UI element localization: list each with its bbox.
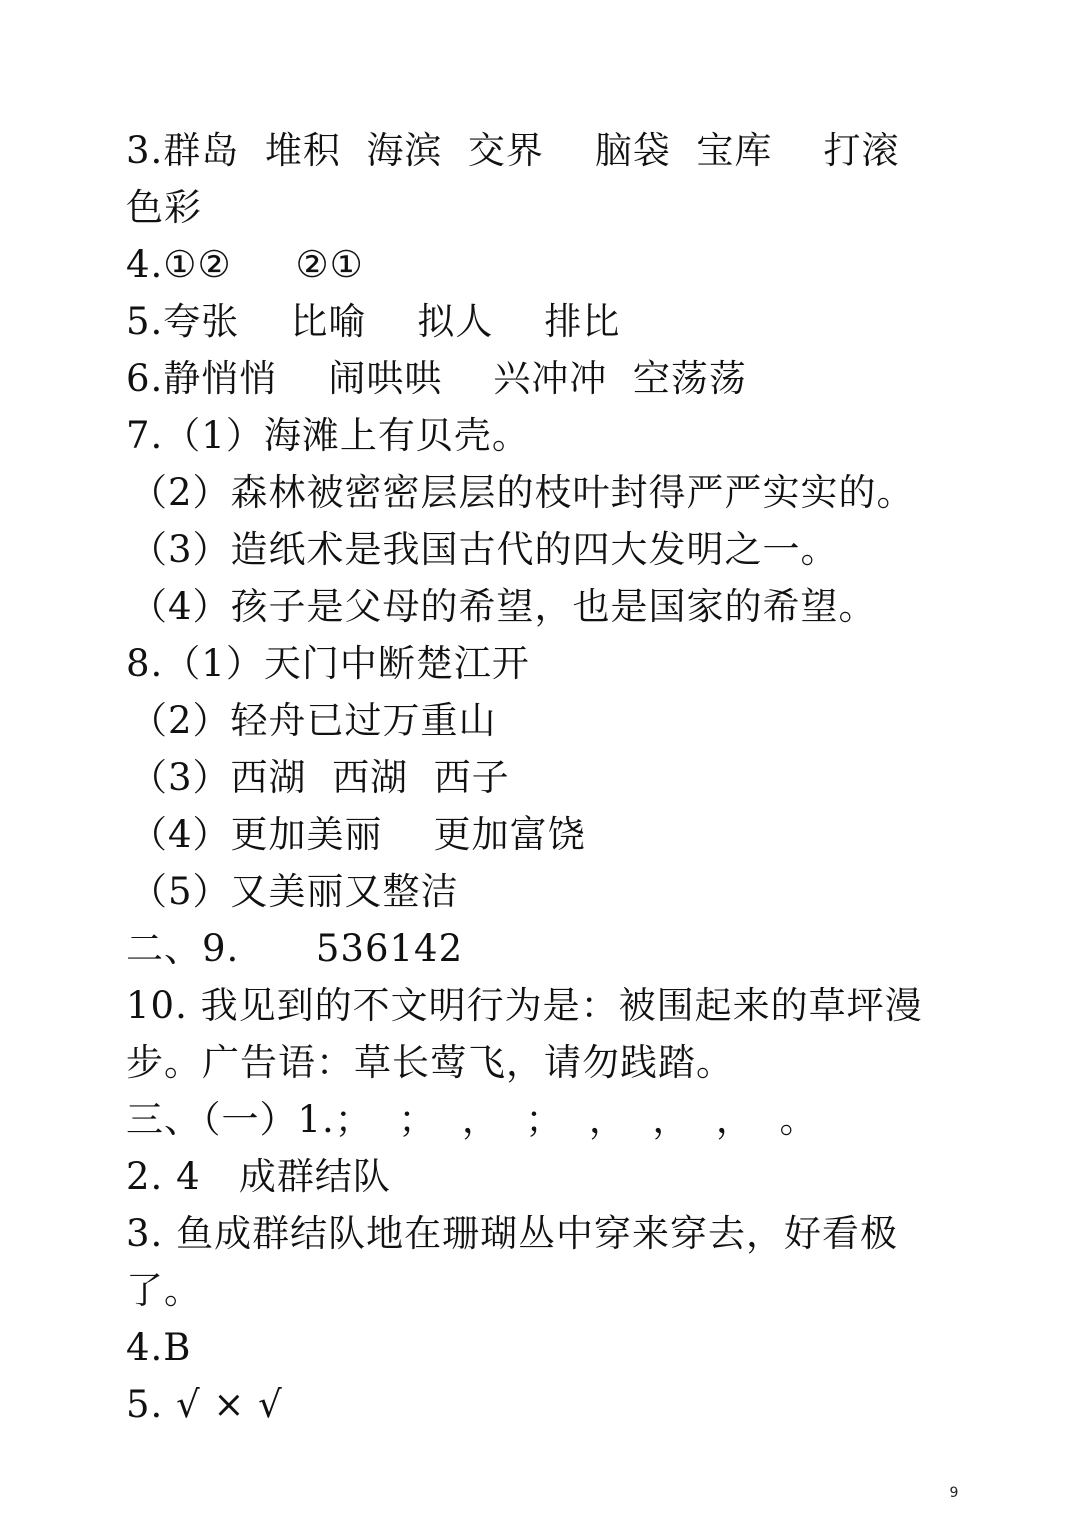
answer-line-3-part2: 色彩: [126, 186, 202, 229]
answer-line-10-part2: 步。广告语：草长莺飞，请勿践踏。: [126, 1041, 734, 1084]
answer-line-6: 6.静悄悄 闹哄哄 兴冲冲 空荡荡: [126, 357, 747, 400]
page-number: 9: [949, 1485, 959, 1501]
answer-line-section-3-3-part1: 3. 鱼成群结队地在珊瑚丛中穿来穿去，好看极: [126, 1212, 899, 1255]
answer-line-10-part1: 10. 我见到的不文明行为是：被围起来的草坪漫: [126, 984, 923, 1027]
answer-line-section-3-3-part2: 了。: [126, 1269, 202, 1312]
answer-line-section-3-5: 5. √ × √: [126, 1383, 283, 1426]
answer-line-7-1: 7.（1）海滩上有贝壳。: [126, 414, 530, 457]
answer-line-7-2: （2）森林被密密层层的枝叶封得严严实实的。: [130, 471, 915, 514]
answer-line-8-2: （2）轻舟已过万重山: [130, 699, 497, 742]
answer-line-4: 4.①② ②①: [126, 243, 364, 286]
answer-line-section-3-1: 三、（一）1.； ； ， ； ， ， ， 。: [126, 1098, 818, 1141]
answer-line-7-3: （3）造纸术是我国古代的四大发明之一。: [130, 528, 839, 571]
answer-line-8-1: 8.（1）天门中断楚江开: [126, 642, 530, 685]
answer-line-section-3-4: 4.B: [126, 1326, 192, 1369]
answer-line-7-4: （4）孩子是父母的希望，也是国家的希望。: [130, 585, 877, 628]
answer-line-8-5: （5）又美丽又整洁: [130, 870, 459, 913]
answer-line-section-2-9: 二、9. 536142: [126, 927, 464, 970]
answer-line-section-3-2: 2. 4 成群结队: [126, 1155, 391, 1198]
answer-line-3-part1: 3.群岛 堆积 海滨 交界 脑袋 宝库 打滚: [126, 129, 900, 172]
answer-line-8-4: （4）更加美丽 更加富饶: [130, 813, 586, 856]
answer-line-8-3: （3）西湖 西湖 西子: [130, 756, 510, 799]
answer-line-5: 5.夸张 比喻 拟人 排比: [126, 300, 621, 343]
